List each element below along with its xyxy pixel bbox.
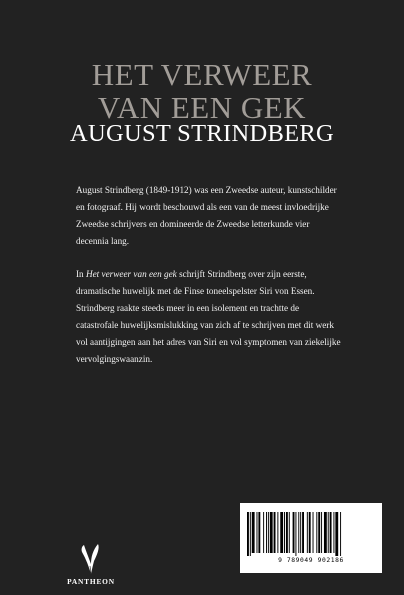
barcode-bar <box>333 512 334 553</box>
barcode-bar <box>321 512 322 553</box>
title-line-2: VAN EEN GEK <box>97 90 307 125</box>
barcode-bar <box>270 512 273 553</box>
publisher-name: PANTHEON <box>67 577 115 586</box>
barcode-bar <box>313 512 314 553</box>
blurb-paragraph-2 <box>76 266 341 368</box>
blurb-paragraph-2-prefix: In <box>76 269 86 279</box>
barcode-bar <box>340 512 341 556</box>
barcode-bars <box>246 512 376 556</box>
barcode-bar <box>300 512 301 553</box>
barcode-bar <box>266 512 267 553</box>
book-title-italic: Het verweer van een gek <box>85 269 177 279</box>
barcode-bar <box>295 512 296 556</box>
barcode-bar <box>328 512 329 553</box>
barcode-bar <box>302 512 304 553</box>
barcode-bar <box>250 512 251 556</box>
title-line-1: HET VERWEER <box>91 57 313 92</box>
barcode-bar <box>324 512 327 553</box>
barcode-bar <box>257 512 258 553</box>
author-name: AUGUST STRINDBERG <box>70 120 334 147</box>
barcode-bar <box>284 512 285 553</box>
quill-pen-icon <box>78 543 104 575</box>
barcode-bar <box>293 512 295 553</box>
publisher-logo <box>64 543 118 586</box>
barcode-bar <box>330 512 332 553</box>
barcode-bar <box>274 512 276 553</box>
barcode-bar <box>318 512 320 553</box>
barcode-bar <box>289 512 290 553</box>
barcode-bar <box>316 512 317 553</box>
barcode-bar <box>252 512 255 553</box>
barcode-bar <box>335 512 338 556</box>
barcode-bar <box>277 512 278 553</box>
barcode-bar <box>298 512 299 553</box>
barcode-bar <box>258 512 260 553</box>
barcode-bar <box>309 512 311 553</box>
blurb-paragraph-2-rest: schrijft Strindberg over zijn eerste, dramatische huwelijk met de Finse toneelspelster Siri von Essen. Strindberg raakte steeds meer in een isolement en trachtte de catastrofale huwelijksmislukking van zich af te schrijven met dit werk vol aantijgingen aan het adres van Siri en vol symptomen van ziekelijke vervolgingswaanzin. <box>76 269 341 364</box>
blurb-paragraph-1: August Strindberg (1849-1912) was een Zweedse auteur, kunstschilder en fotograaf. Hij wordt beschouwd als een van de meest invloedrijke Zweedse schrijvers en domineerde de Zweedse letterkunde vier decennia lang. <box>76 185 337 246</box>
barcode-bar <box>307 512 308 553</box>
barcode <box>240 503 382 573</box>
barcode-bar <box>263 512 264 553</box>
barcode-bar <box>280 512 283 553</box>
barcode-bar <box>268 512 269 553</box>
isbn-number: 9 789049 902186 <box>278 557 344 564</box>
barcode-bar <box>286 512 288 553</box>
barcode-bar <box>247 512 249 556</box>
